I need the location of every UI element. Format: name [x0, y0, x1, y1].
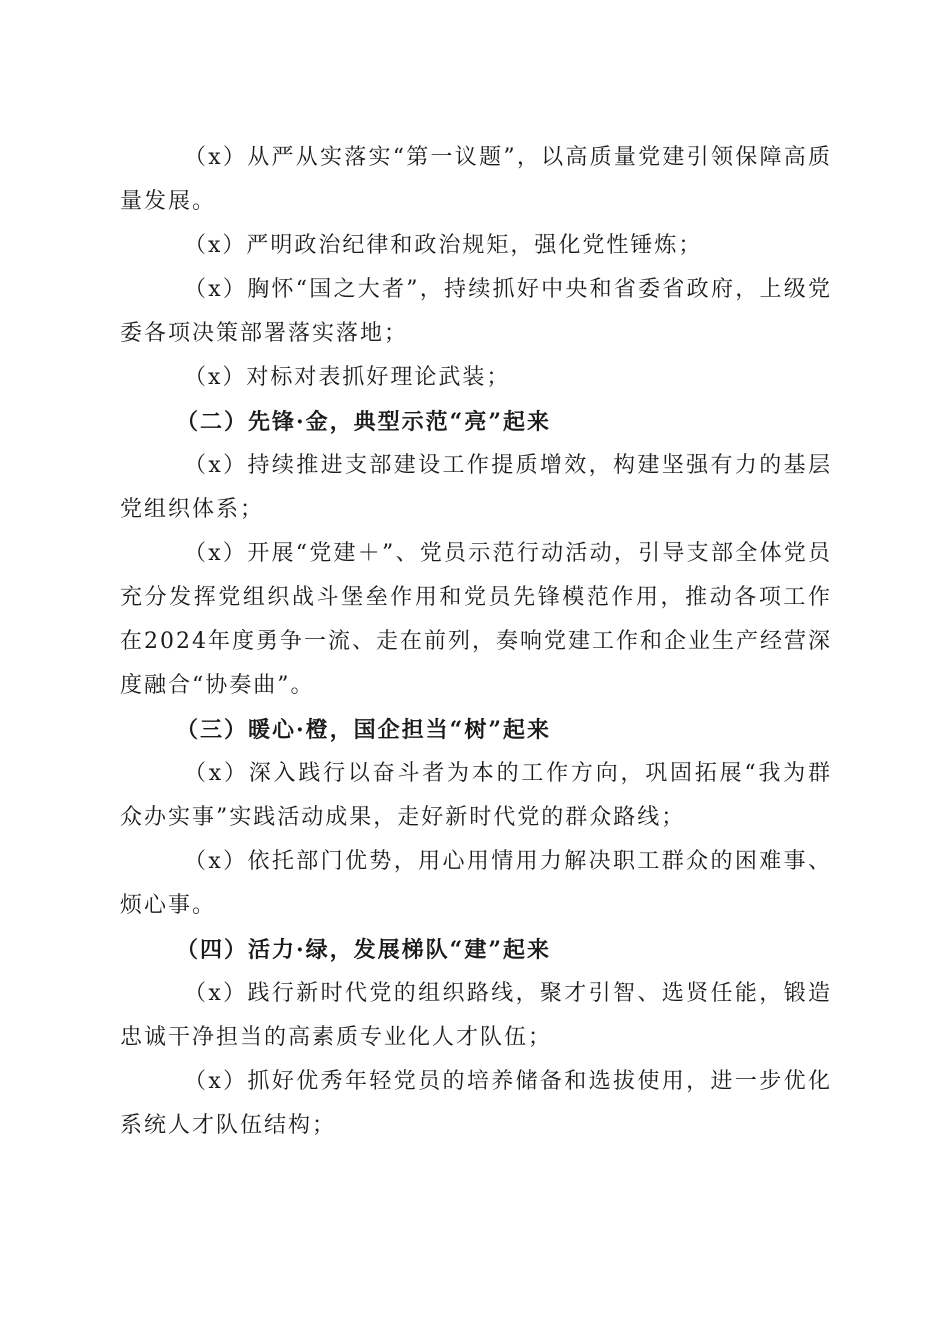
paragraph-branch-building: （x）持续推进支部建设工作提质增效，构建坚强有力的基层党组织体系；	[120, 453, 832, 522]
paragraph-party-plus: （x）开展“党建＋”、党员示范行动活动，引导支部全体党员充分发挥党组织战斗堡垒作用和党员先锋模范作用，推动各项工作在2024年度勇争一流、走在前列，奏响党建工作和企业生产经营深度融合“协奏曲”。	[120, 541, 832, 698]
paragraph-national-interest: （x）胸怀“国之大者”，持续抓好中央和省委省政府，上级党委各项决策部署落实落地；	[120, 277, 832, 346]
paragraph-young-members: （x）抓好优秀年轻党员的培养储备和选拔使用，进一步优化系统人才队伍结构；	[120, 1069, 832, 1138]
paragraph-worker-support: （x）依托部门优势，用心用情用力解决职工群众的困难事、烦心事。	[120, 849, 832, 918]
document-body	[120, 136, 832, 1148]
paragraph-theory: （x）对标对表抓好理论武装；	[184, 365, 511, 390]
section-heading-2: （二）先锋·金，典型示范“亮”起来	[176, 409, 551, 435]
paragraph-discipline: （x）严明政治纪律和政治规矩，强化党性锤炼；	[184, 233, 703, 258]
paragraph-first-topic: （x）从严从实落实“第一议题”，以高质量党建引领保障高质量发展。	[120, 145, 832, 214]
paragraph-talent-team: （x）践行新时代党的组织路线，聚才引智、选贤任能，锻造忠诚干净担当的高素质专业化人才队伍；	[120, 981, 832, 1050]
paragraph-mass-line: （x）深入践行以奋斗者为本的工作方向，巩固拓展“我为群众办实事”实践活动成果，走好新时代党的群众路线；	[120, 761, 832, 830]
section-heading-4: （四）活力·绿，发展梯队“建”起来	[176, 937, 551, 963]
section-heading-3: （三）暖心·橙，国企担当“树”起来	[176, 717, 551, 743]
